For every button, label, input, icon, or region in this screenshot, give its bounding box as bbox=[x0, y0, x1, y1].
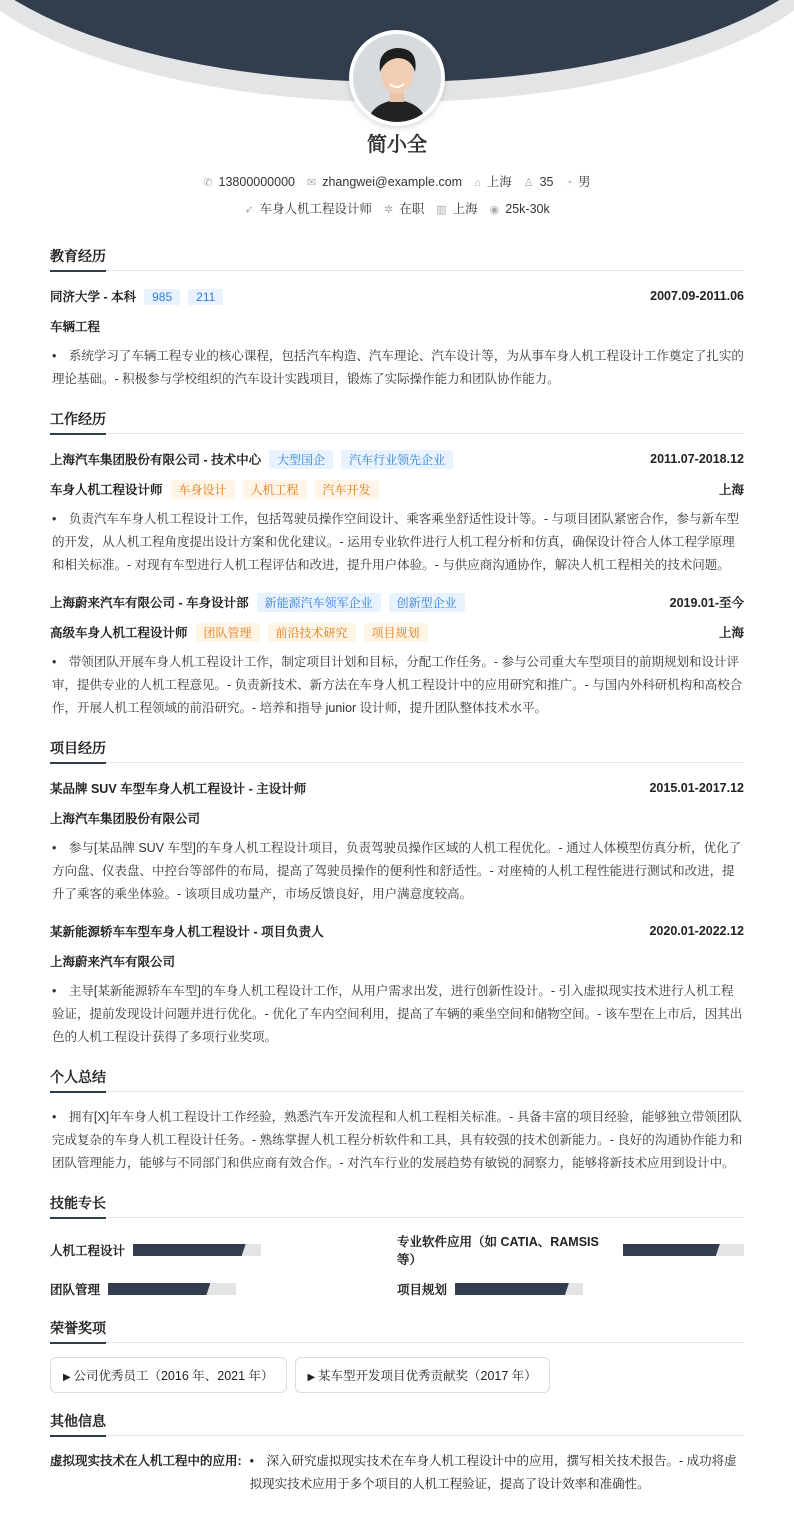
contact-info bbox=[0, 172, 794, 190]
award-text: 某车型开发项目优秀贡献奖（2017 年） bbox=[318, 1369, 537, 1383]
skill-bar-fill bbox=[133, 1244, 246, 1256]
award-text: 公司优秀员工（2016 年、2021 年） bbox=[73, 1369, 274, 1383]
skill-item bbox=[50, 1280, 397, 1298]
triangle-right-icon: ▶ bbox=[63, 1372, 74, 1383]
other-item bbox=[50, 1450, 744, 1496]
tag: 211 bbox=[188, 289, 223, 305]
info-item bbox=[490, 202, 550, 216]
info-text: 男 bbox=[578, 175, 591, 189]
phone-icon: ✆ bbox=[203, 177, 213, 189]
skills-grid bbox=[50, 1232, 744, 1298]
description: • 负责汽车车身人机工程设计工作，包括驾驶员操作空间设计、乘客乘坐舒适性设计等。- 与项目团队紧密合作，参与新车型的开发，从人机工程角度提出设计方案和优化建议。- 运用专业软件进行人机工程分析和仿真，确保设计符合人体工程学原理和相关标准。- 对现有车型进行人机工程评估和改进，提升用户体验。- 与供应商沟通协作，解决人机工程相关的技术问题。 bbox=[52, 512, 740, 572]
section-title-text: 荣誉奖项 bbox=[50, 1318, 106, 1344]
major: 车辆工程 bbox=[50, 320, 101, 334]
date: 2020.01-2022.12 bbox=[649, 924, 744, 938]
description: • 系统学习了车辆工程专业的核心课程，包括汽车构造、汽车理论、汽车设计等，为从事车身人机工程设计工作奠定了扎实的理论基础。- 积极参与学校组织的汽车设计实践项目，锻炼了实际操作能力和团队协作能力。 bbox=[52, 349, 744, 386]
summary-text: • 拥有[X]年车身人机工程设计工作经验，熟悉汽车开发流程和人机工程相关标准。- 具备丰富的项目经验，能够独立带领团队完成复杂的车身人机工程设计任务。- 熟练掌握人机工程分析软件和工具，具有较强的技术创新能力。- 良好的沟通协作能力和团队管理能力，能够与不同部门和供应商有效合作。- 对汽车行业的发展趋势有敏锐的洞察力，能够将新技术应用到设计中。 bbox=[52, 1110, 743, 1170]
company-line bbox=[50, 450, 453, 469]
date: 2011.07-2018.12 bbox=[650, 452, 744, 466]
info-text: 35 bbox=[539, 175, 554, 189]
skill-bar-fill bbox=[455, 1283, 569, 1295]
project-company: 上海汽车集团股份有限公司 bbox=[50, 812, 201, 826]
company-line bbox=[50, 593, 465, 612]
project-name: 某新能源轿车车型车身人机工程设计 - 项目负责人 bbox=[50, 925, 324, 939]
tag: 创新型企业 bbox=[389, 593, 465, 612]
skill-bar bbox=[455, 1283, 583, 1295]
section-title bbox=[50, 246, 744, 271]
tag: 新能源汽车领军企业 bbox=[257, 593, 381, 612]
section-summary bbox=[50, 1067, 744, 1175]
skill-bar bbox=[623, 1244, 744, 1256]
skill-item bbox=[50, 1232, 397, 1268]
skill-name: 团队管理 bbox=[50, 1283, 101, 1297]
skill-name: 项目规划 bbox=[397, 1283, 448, 1297]
salary-icon: ◉ bbox=[489, 204, 500, 216]
section-title-text: 个人总结 bbox=[50, 1067, 106, 1093]
section-awards bbox=[50, 1318, 744, 1393]
item-header bbox=[50, 920, 744, 942]
section-title bbox=[50, 1067, 744, 1092]
item-header bbox=[50, 448, 744, 470]
info-text: 上海 bbox=[486, 175, 512, 189]
other-text: • 深入研究虚拟现实技术在车身人机工程设计中的应用，撰写相关技术报告。- 成功将虚拟现实技术应用于多个项目的人机工程验证，提高了设计效率和准确性。 bbox=[249, 1454, 737, 1491]
award-item[interactable] bbox=[295, 1357, 550, 1393]
tag: 大型国企 bbox=[269, 450, 333, 469]
tag: 985 bbox=[144, 289, 180, 305]
item-header bbox=[50, 777, 744, 799]
info-text: 上海 bbox=[452, 202, 478, 216]
gender-icon: ◔ bbox=[565, 177, 573, 189]
project-company: 上海蔚来汽车有限公司 bbox=[50, 955, 176, 969]
tag: 人机工程 bbox=[243, 480, 307, 499]
company-name: 上海蔚来汽车有限公司 - 车身设计部 bbox=[50, 595, 249, 610]
skill-name: 人机工程设计 bbox=[50, 1244, 126, 1258]
info-item bbox=[307, 175, 462, 189]
skill-bar bbox=[108, 1283, 236, 1295]
info-text: 车身人机工程设计师 bbox=[259, 202, 372, 216]
award-item[interactable] bbox=[50, 1357, 287, 1393]
home-icon: ⌂ bbox=[474, 177, 481, 189]
description: • 带领团队开展车身人机工程设计工作，制定项目计划和目标，分配工作任务。- 参与公司重大车型项目的前期规划和设计评审，提供专业的人机工程意见。- 负责新技术、新方法在车身人机工程设计中的应用研究和推广。- 与国内外科研机构和高校合作，开展人机工程领域的前沿研究。- 培养和指导 junior 设计师，提升团队整体技术水平。 bbox=[52, 655, 743, 715]
triangle-right-icon: ▶ bbox=[307, 1372, 318, 1383]
send-icon: ➶ bbox=[244, 204, 254, 216]
skill-name: 专业软件应用（如 CATIA、RAMSIS 等） bbox=[397, 1235, 599, 1267]
section-title bbox=[50, 1193, 744, 1218]
section-title-text: 技能专长 bbox=[50, 1193, 106, 1219]
tag: 汽车开发 bbox=[315, 480, 379, 499]
school-line bbox=[50, 287, 223, 305]
email-icon: ✉ bbox=[307, 177, 317, 189]
date: 2007.09-2011.06 bbox=[650, 289, 744, 303]
tag: 车身设计 bbox=[171, 480, 235, 499]
location: 上海 bbox=[718, 626, 744, 640]
skill-bar bbox=[133, 1244, 261, 1256]
skill-item bbox=[397, 1280, 744, 1298]
section-title-text: 项目经历 bbox=[50, 738, 106, 764]
skill-bar-fill bbox=[108, 1283, 210, 1295]
status-icon: ✲ bbox=[383, 204, 394, 216]
item-header bbox=[50, 621, 744, 643]
company-name: 上海汽车集团股份有限公司 - 技术中心 bbox=[50, 452, 262, 467]
school-name: 同济大学 - 本科 bbox=[50, 290, 137, 304]
info-item bbox=[524, 175, 554, 189]
info-item bbox=[436, 202, 477, 216]
date: 2015.01-2017.12 bbox=[649, 781, 744, 795]
section-skills bbox=[50, 1193, 744, 1298]
candidate-name: 简小全 bbox=[367, 134, 427, 156]
age-icon: ♙ bbox=[523, 177, 534, 189]
date: 2019.01-至今 bbox=[669, 596, 744, 610]
avatar bbox=[349, 30, 445, 126]
info-text: zhangwei@example.com bbox=[322, 175, 463, 189]
role-line bbox=[50, 623, 428, 642]
section-education bbox=[50, 246, 744, 391]
info-item bbox=[566, 175, 591, 189]
role-line bbox=[50, 480, 379, 499]
item-header bbox=[50, 285, 744, 307]
location: 上海 bbox=[718, 483, 744, 497]
description: • 主导[某新能源轿车车型]的车身人机工程设计工作，从用户需求出发，进行创新性设计。- 引入虚拟现实技术进行人机工程验证，提前发现设计问题并进行优化。- 优化了车内空间利用，提高了车辆的乘坐空间和储物空间。- 该车型在上市后，因其出色的人机工程设计获得了多项行业奖项。 bbox=[52, 984, 743, 1044]
section-title bbox=[50, 1411, 744, 1436]
avatar-portrait-icon bbox=[353, 34, 441, 122]
project-name: 某品牌 SUV 车型车身人机工程设计 - 主设计师 bbox=[50, 782, 307, 796]
section-title bbox=[50, 738, 744, 763]
awards-list bbox=[50, 1357, 744, 1393]
info-item bbox=[244, 202, 372, 216]
building-icon: ▥ bbox=[436, 204, 447, 216]
info-item bbox=[203, 175, 295, 189]
job-intention bbox=[0, 199, 794, 217]
role: 车身人机工程设计师 bbox=[50, 482, 163, 497]
tag: 前沿技术研究 bbox=[268, 623, 356, 642]
section-work bbox=[50, 409, 744, 720]
section-title bbox=[50, 409, 744, 434]
item-header bbox=[50, 478, 744, 500]
skill-bar-fill bbox=[623, 1244, 720, 1256]
skill-item bbox=[397, 1232, 744, 1268]
info-item bbox=[474, 175, 512, 189]
tag: 汽车行业领先企业 bbox=[341, 450, 453, 469]
info-item bbox=[384, 202, 424, 216]
section-title-text: 教育经历 bbox=[50, 246, 106, 272]
info-text: 在职 bbox=[399, 202, 425, 216]
section-title-text: 工作经历 bbox=[50, 409, 106, 435]
role: 高级车身人机工程设计师 bbox=[50, 625, 188, 640]
section-title-text: 其他信息 bbox=[50, 1411, 106, 1437]
tag: 团队管理 bbox=[196, 623, 260, 642]
section-projects bbox=[50, 738, 744, 1049]
other-label: 虚拟现实技术在人机工程中的应用: bbox=[50, 1454, 242, 1468]
resume-body bbox=[50, 246, 744, 1514]
tag: 项目规划 bbox=[364, 623, 428, 642]
info-text: 13800000000 bbox=[218, 175, 295, 189]
section-title bbox=[50, 1318, 744, 1343]
description: • 参与[某品牌 SUV 车型]的车身人机工程设计项目，负责驾驶员操作区域的人机工程优化。- 通过人体模型仿真分析，优化了方向盘、仪表盘、中控台等部件的布局，提高了驾驶员操作的便利性和舒适性。- 对座椅的人机工程性能进行测试和改进，提升了乘客的乘坐体验。- 该项目成功量产，市场反馈良好，用户满意度较高。 bbox=[52, 841, 742, 901]
item-header bbox=[50, 591, 744, 613]
info-text: 25k-30k bbox=[505, 202, 550, 216]
section-other bbox=[50, 1411, 744, 1496]
